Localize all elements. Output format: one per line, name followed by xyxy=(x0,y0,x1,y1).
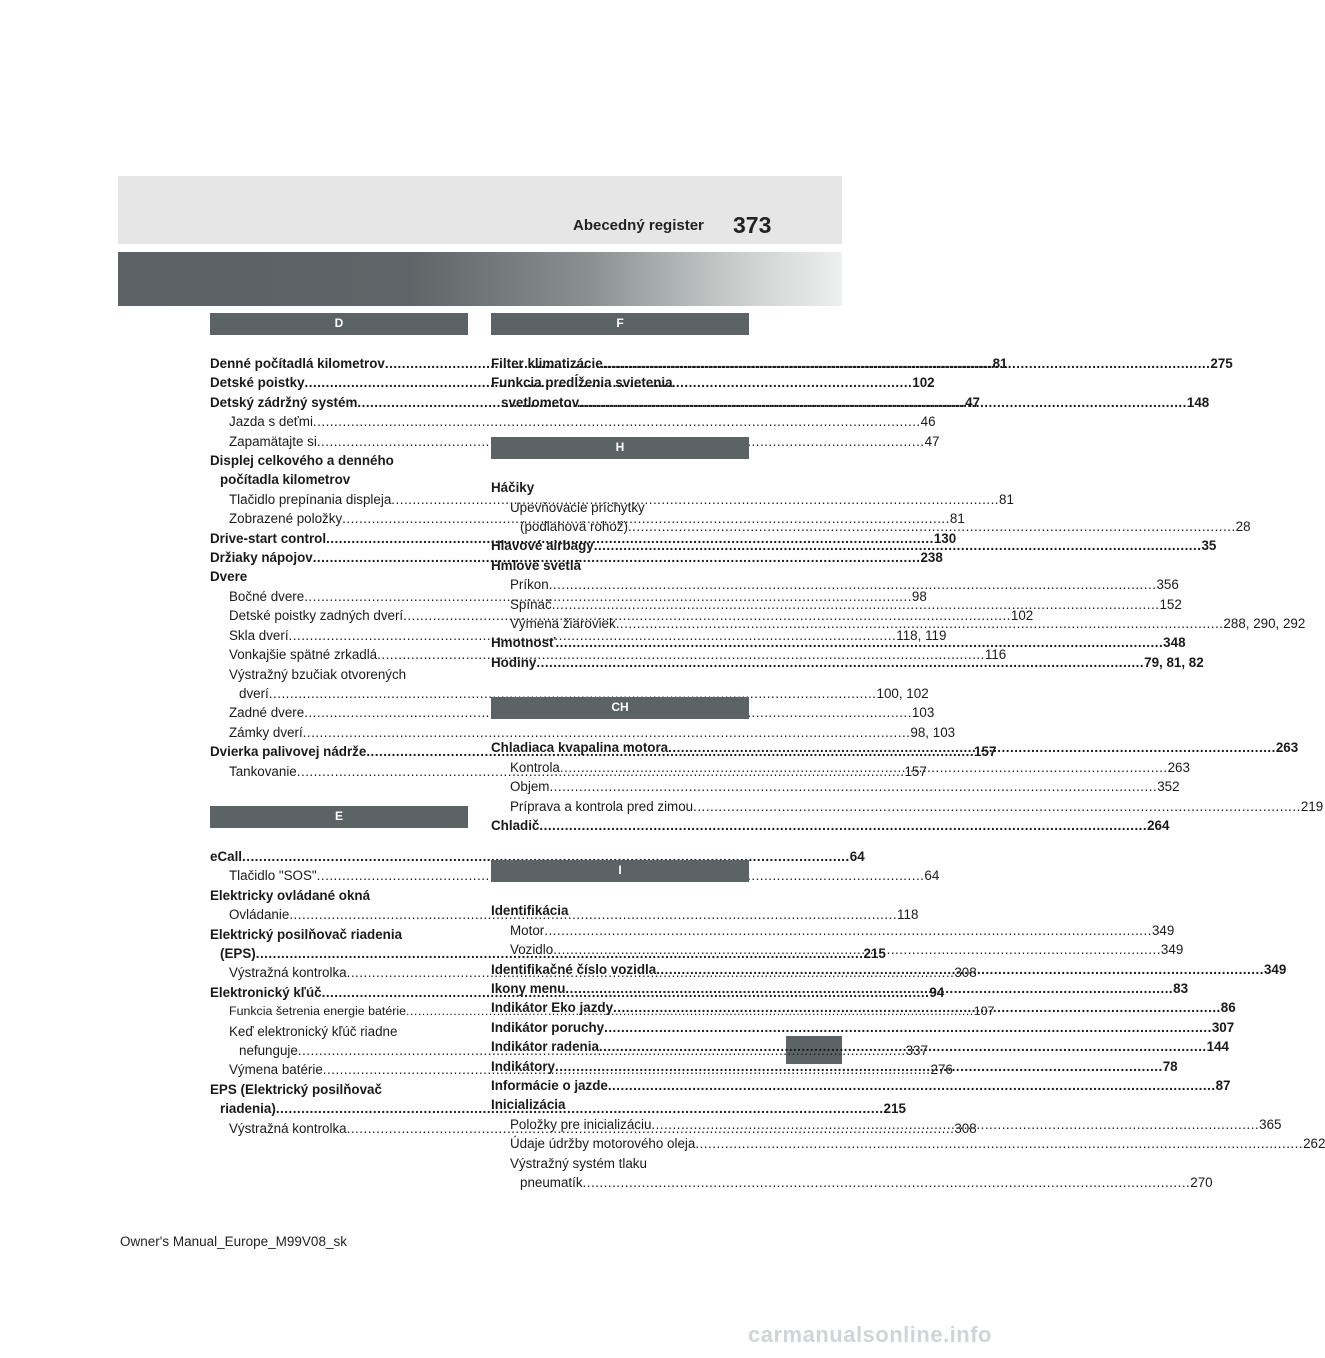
index-entry-term: Výstražný systém tlaku xyxy=(510,1155,647,1171)
index-entry-page: 349 xyxy=(1160,942,1184,958)
index-entry-page: 81 xyxy=(992,356,1008,371)
dot-leader xyxy=(560,758,1168,777)
index-entry-term: Indikátor Eko jazdy xyxy=(491,1000,614,1016)
dot-leader xyxy=(552,595,1160,614)
index-entry-term: Objem xyxy=(510,779,550,795)
index-entry xyxy=(210,451,468,470)
index-entry-term: Príprava a kontrola pred zimou xyxy=(510,798,694,814)
index-entry-term: Dvere xyxy=(210,569,248,585)
index-entry-term: Výmena žiaroviek xyxy=(510,616,616,632)
dot-leader xyxy=(565,979,1173,998)
index-entry xyxy=(210,925,468,944)
index-entry-page: 152 xyxy=(1159,596,1182,612)
index-entry xyxy=(491,1076,1231,1095)
index-entry-term: Výstražný bzučiak otvorených xyxy=(229,666,407,682)
index-entry-term: Indikátory xyxy=(491,1058,555,1074)
dot-leader xyxy=(603,354,1211,373)
index-entry xyxy=(491,777,1180,796)
index-entry-term: Príkon xyxy=(510,577,549,593)
section-letter-header: H xyxy=(491,437,749,459)
index-entry xyxy=(210,470,468,489)
index-entry xyxy=(210,723,956,742)
index-entry-term: Funkcia šetrenia energie batérie xyxy=(229,1004,407,1019)
index-entry xyxy=(210,432,940,451)
index-entry-page: 219 xyxy=(1300,798,1324,814)
dot-leader xyxy=(555,1057,1163,1076)
dot-leader xyxy=(539,816,1147,835)
index-entry-page: 100, 102 xyxy=(876,685,929,701)
index-entry-term: Denné počítadlá kilometrov xyxy=(210,356,385,371)
index-entry xyxy=(210,886,468,905)
index-entry-term: Výstražná kontrolka xyxy=(229,1120,347,1136)
index-entry-page: 270 xyxy=(1190,1175,1213,1190)
index-entry xyxy=(491,1134,1325,1153)
index-entry-page: 337 xyxy=(905,1043,928,1058)
watermark: carmanualsonline.info xyxy=(748,1322,992,1347)
index-entry-term: Háčiky xyxy=(491,480,535,496)
dot-leader xyxy=(536,653,1144,672)
dot-leader xyxy=(549,777,1157,796)
dot-leader xyxy=(579,393,1187,412)
index-entry-page: 263 xyxy=(1167,759,1190,775)
index-entry-page: 83 xyxy=(1173,980,1189,996)
index-entry-page: 263 xyxy=(1275,740,1299,756)
index-entry xyxy=(210,1022,468,1041)
index-entry-page: 79, 81, 82 xyxy=(1144,654,1204,670)
index-entry-term: svetlometov xyxy=(501,394,580,410)
dot-leader xyxy=(604,1018,1212,1037)
index-entry-term: Elektrický posilňovač riadenia xyxy=(210,926,403,942)
index-entry-term: Výmena batérie xyxy=(229,1062,323,1078)
index-entry xyxy=(491,373,749,392)
index-entry xyxy=(210,1080,468,1099)
index-entry xyxy=(210,866,940,885)
index-entry xyxy=(491,575,1179,594)
index-entry-page: 349 xyxy=(1151,922,1175,938)
index-entry-page: 81 xyxy=(949,511,965,527)
index-entry-term: Položky pre inicializáciu xyxy=(510,1116,652,1132)
index-entry-term: Ovládanie xyxy=(229,907,290,923)
dot-leader xyxy=(651,1115,1259,1134)
dot-leader xyxy=(599,1037,1207,1056)
index-entry-page: 308 xyxy=(954,965,977,981)
index-entry xyxy=(491,556,749,575)
index-entry-page: 102 xyxy=(1010,608,1034,624)
index-entry-page: 64 xyxy=(849,848,865,864)
index-entry-term: pneumatík xyxy=(520,1175,583,1190)
dot-leader xyxy=(553,940,1161,959)
dot-leader xyxy=(628,517,1236,536)
index-entry-term: nefunguje xyxy=(239,1043,298,1058)
index-entry-term: Skla dverí xyxy=(229,627,289,643)
section-letter-header: I xyxy=(491,860,749,882)
section-letter-header: F xyxy=(491,313,749,335)
dot-leader xyxy=(616,614,1224,633)
index-entry-term: riadenia) xyxy=(220,1101,276,1117)
dot-leader xyxy=(544,921,1152,940)
index-entry-term: Zapamätajte si xyxy=(229,433,317,449)
index-entry-term: Držiaky nápojov xyxy=(210,550,313,566)
index-entry-term: Chladiaca kvapalina motora xyxy=(491,740,669,756)
index-entry-term: Zámky dverí xyxy=(229,724,303,740)
index-entry-term: Motor xyxy=(510,922,545,938)
footer-text: Owner's Manual_Europe_M99V08_sk xyxy=(120,1234,347,1249)
index-entry-page: 365 xyxy=(1259,1116,1282,1132)
index-entry xyxy=(491,478,749,497)
index-entry-page: 64 xyxy=(924,868,940,884)
index-entry xyxy=(491,1018,1235,1037)
section-letter-header: D xyxy=(210,313,468,335)
dot-leader xyxy=(608,1076,1216,1095)
index-entry-page: 352 xyxy=(1157,779,1180,795)
decorative-gradient-band xyxy=(118,252,842,306)
index-entry-term: Indikátor radenia xyxy=(491,1039,599,1055)
index-entry-term: Jazda s deťmi xyxy=(229,414,313,430)
index-entry-page: 46 xyxy=(920,414,936,430)
index-entry-term: eCall xyxy=(210,848,243,864)
index-entry-page: 94 xyxy=(929,984,945,1000)
index-entry xyxy=(491,816,1170,835)
index-entry-page: 157 xyxy=(974,744,997,760)
dot-leader xyxy=(549,575,1157,594)
index-entry-term: Filter klimatizácie xyxy=(491,356,603,371)
index-entry-term: (EPS) xyxy=(220,945,256,961)
index-entry xyxy=(491,797,1324,816)
index-entry xyxy=(491,1173,1213,1192)
index-entry-page: 86 xyxy=(1220,1000,1236,1016)
dot-leader xyxy=(555,633,1163,652)
index-entry-term: Bočné dvere xyxy=(229,588,305,604)
index-entry-page: 81 xyxy=(999,491,1014,507)
index-entry-page: 118, 119 xyxy=(896,627,947,643)
index-entry-page: 238 xyxy=(920,550,943,566)
index-entry xyxy=(210,684,929,703)
index-entry-page: 98 xyxy=(911,588,927,604)
index-entry-term: (podlahová rohož) xyxy=(520,519,628,535)
index-entry xyxy=(210,412,936,431)
section-letter-header: E xyxy=(210,806,468,828)
index-entry-page: 144 xyxy=(1206,1039,1229,1055)
index-entry-term: Detské poistky zadných dverí xyxy=(229,608,404,624)
index-entry-page: 47 xyxy=(965,394,981,410)
index-entry-page: 28 xyxy=(1235,519,1251,535)
index-entry-term: Indikátor poruchy xyxy=(491,1019,605,1035)
index-entry-page: 130 xyxy=(933,530,957,546)
index-entry-page: 356 xyxy=(1156,577,1179,593)
index-entry-page: 262 xyxy=(1303,1136,1325,1152)
index-entry xyxy=(210,567,468,586)
index-entry-term: Hmotnosť xyxy=(491,635,556,651)
index-entry-term: Hlavové airbagy xyxy=(491,538,594,554)
index-entry-page: 102 xyxy=(912,375,935,391)
index-entry-term: Údaje údržby motorového oleja xyxy=(510,1136,696,1152)
index-entry-term: Dvierka palivovej nádrže xyxy=(210,744,367,760)
index-entry-page: 35 xyxy=(1201,538,1217,554)
index-entry-term: dverí xyxy=(239,685,269,701)
index-entry-page: 215 xyxy=(863,945,886,961)
index-entry-page: 157 xyxy=(904,763,927,779)
dot-leader xyxy=(613,998,1221,1017)
index-entry-term: Zadné dvere xyxy=(229,705,305,721)
index-entry-term: Výstražná kontrolka xyxy=(229,965,347,981)
index-entry-page: 116 xyxy=(984,647,1007,663)
index-entry-term: Kontrola xyxy=(510,759,560,775)
index-entry-page: 98, 103 xyxy=(910,724,956,740)
dot-leader xyxy=(594,536,1202,555)
dot-leader xyxy=(693,797,1301,816)
index-entry-term: EPS (Elektrický posilňovač xyxy=(210,1081,382,1097)
index-entry-term: Informácie o jazde xyxy=(491,1077,608,1093)
index-entry xyxy=(491,1154,749,1173)
index-entry-term: Identifikácia xyxy=(491,903,569,919)
index-entry-term: Spínač xyxy=(510,596,552,612)
index-entry-page: 348 xyxy=(1163,635,1186,651)
index-entry-page: 215 xyxy=(883,1101,906,1117)
dot-leader xyxy=(583,1173,1191,1192)
page-number: 373 xyxy=(733,212,772,238)
index-entry-term: Hmlové svetlá xyxy=(491,557,582,573)
index-entry-term: Keď elektronický kľúč riadne xyxy=(229,1023,398,1039)
index-entry-page: 276 xyxy=(930,1062,953,1078)
index-entry xyxy=(210,847,865,866)
index-entry-term: Vonkajšie spätné zrkadlá xyxy=(229,647,378,663)
index-entry xyxy=(491,901,749,920)
index-entry-term: Chladič xyxy=(491,817,540,833)
index-entry-page: 47 xyxy=(924,433,940,449)
index-entry-term: Elektricky ovládané okná xyxy=(210,887,371,903)
index-entry xyxy=(491,921,1175,940)
dot-leader xyxy=(695,1134,1303,1153)
index-entry-page: 78 xyxy=(1162,1058,1178,1074)
dot-leader xyxy=(668,738,1276,757)
index-entry-page: 103 xyxy=(911,705,935,721)
index-entry-page: 308 xyxy=(954,1120,977,1136)
page-title: Abecedný register xyxy=(573,217,704,234)
index-entry-page: 107 xyxy=(973,1004,995,1019)
index-entry-term: Identifikačné číslo vozidla xyxy=(491,961,657,977)
index-entry-term: Elektronický kľúč xyxy=(210,984,322,1000)
index-entry-term: Tlačidlo "SOS" xyxy=(229,868,317,884)
index-entry-term: Detské poistky xyxy=(210,375,305,391)
index-entry-term: Inicializácia xyxy=(491,1097,566,1113)
index-entry xyxy=(491,1095,749,1114)
index-entry-term: Zobrazené položky xyxy=(229,511,343,527)
index-entry-term: Upevňovacie príchytky xyxy=(510,499,645,515)
index-entry-page: 264 xyxy=(1147,817,1170,833)
index-entry-page: 349 xyxy=(1263,961,1287,977)
index-entry-term: Vozidlo xyxy=(510,942,554,958)
index-entry-term: Drive-start control xyxy=(210,530,327,546)
index-entry-page: 307 xyxy=(1211,1019,1235,1035)
index-entry-term: Funkcia predĺženia svietenia xyxy=(491,375,673,391)
index-entry-page: 148 xyxy=(1186,394,1210,410)
index-entry-term: Tlačidlo prepínania displeja xyxy=(229,491,392,507)
index-entry-term: Detský zádržný systém xyxy=(210,394,358,410)
index-entry-term: počítadla kilometrov xyxy=(220,472,351,488)
index-entry-term: Hodiny xyxy=(491,654,537,670)
section-letter-header: CH xyxy=(491,697,749,719)
index-entry-term: Tankovanie xyxy=(229,763,297,779)
index-entry-term: Displej celkového a denného xyxy=(210,453,394,469)
index-entry-page: 275 xyxy=(1210,356,1233,371)
index-entry-page: 87 xyxy=(1215,1077,1231,1093)
index-entry xyxy=(491,498,749,517)
dot-leader xyxy=(656,960,1264,979)
index-entry-term: Ikony menu xyxy=(491,980,566,996)
index-entry-page: 118 xyxy=(897,907,919,923)
index-entry xyxy=(210,665,468,684)
index-entry-page: 288, 290, 292 xyxy=(1223,616,1306,632)
